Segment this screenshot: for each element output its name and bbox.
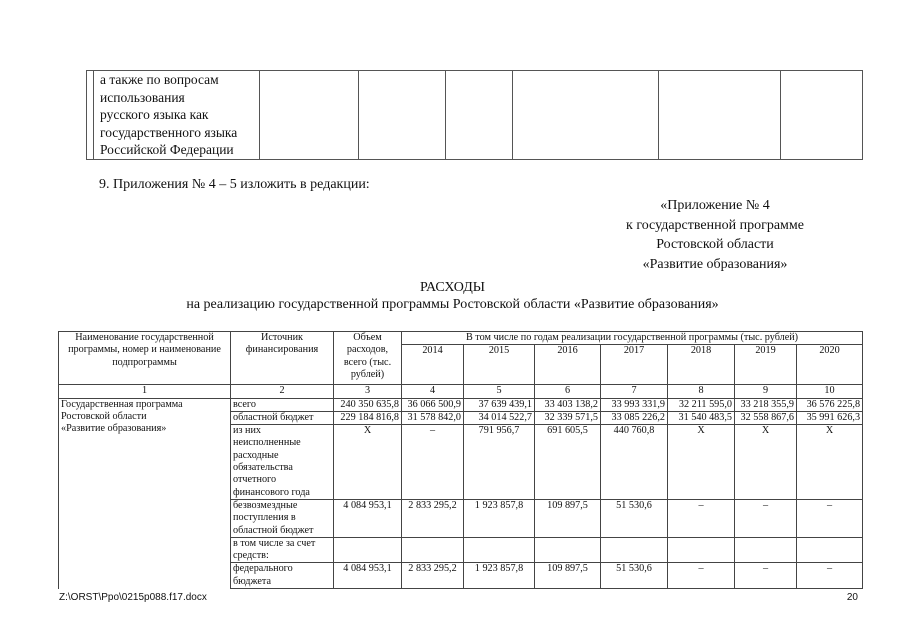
header-year: 2015: [464, 345, 535, 385]
value-cell: –: [402, 425, 464, 500]
value-cell: 32 211 595,0: [668, 398, 735, 411]
value-cell: [334, 537, 402, 563]
value-cell: 229 184 816,8: [334, 411, 402, 424]
value-cell: 34 014 522,7: [464, 411, 535, 424]
value-cell: 51 530,6: [601, 499, 668, 537]
header-source: Источник финансирования: [231, 332, 334, 385]
value-cell: 36 066 500,9: [402, 398, 464, 411]
footer-file-path: Z:\ORST\Ppo\0215p088.f17.docx: [59, 592, 207, 603]
value-cell: Х: [668, 425, 735, 500]
value-cell: 109 897,5: [535, 499, 601, 537]
value-cell: –: [735, 563, 797, 589]
column-number: 5: [464, 385, 535, 398]
value-cell: 36 576 225,8: [797, 398, 863, 411]
source-cell: в том числе за счет средств:: [231, 537, 334, 563]
program-name-line: Государственная программа: [61, 398, 183, 410]
expenditure-table: [58, 331, 863, 589]
continuation-line: государственного языка: [100, 124, 238, 140]
value-cell: 33 218 355,9: [735, 398, 797, 411]
value-cell: 791 956,7: [464, 425, 535, 500]
source-cell: областной бюджет: [231, 411, 334, 424]
amendment-paragraph: 9. Приложения № 4 – 5 изложить в редакции:: [99, 177, 370, 192]
value-cell: [464, 537, 535, 563]
value-cell: Х: [797, 425, 863, 500]
appendix-line: Ростовской области: [656, 237, 774, 252]
value-cell: 35 991 626,3: [797, 411, 863, 424]
program-name-cell: [59, 398, 231, 588]
header-year: 2016: [535, 345, 601, 385]
source-cell: всего: [231, 398, 334, 411]
source-cell: безвозмездные поступления в областной бюджет: [231, 499, 334, 537]
value-cell: [402, 537, 464, 563]
table-row: [59, 398, 863, 411]
header-year: 2017: [601, 345, 668, 385]
value-cell: –: [797, 499, 863, 537]
continuation-line: а также по вопросам: [100, 72, 219, 87]
header-volume: Объем расходов, всего (тыс. рублей): [334, 332, 402, 385]
page-title: РАСХОДЫ: [420, 280, 485, 295]
value-cell: [668, 537, 735, 563]
header-years-caption: В том числе по годам реализации государственной программы (тыс. рублей): [402, 332, 863, 345]
value-cell: 31 540 483,5: [668, 411, 735, 424]
column-number: 6: [535, 385, 601, 398]
value-cell: 32 558 867,6: [735, 411, 797, 424]
program-name-line: «Развитие образования»: [61, 423, 167, 435]
value-cell: 4 084 953,1: [334, 499, 402, 537]
header-year: 2020: [797, 345, 863, 385]
value-cell: [797, 537, 863, 563]
top-continuation-table: [86, 70, 863, 160]
appendix-header: [585, 196, 845, 274]
value-cell: 2 833 295,2: [402, 563, 464, 589]
value-cell: 2 833 295,2: [402, 499, 464, 537]
value-cell: 37 639 439,1: [464, 398, 535, 411]
value-cell: 51 530,6: [601, 563, 668, 589]
column-number: 2: [231, 385, 334, 398]
column-number: 3: [334, 385, 402, 398]
program-name-line: Ростовской области: [61, 410, 147, 422]
appendix-line: «Развитие образования»: [642, 256, 788, 272]
value-cell: –: [735, 499, 797, 537]
value-cell: 240 350 635,8: [334, 398, 402, 411]
value-cell: 33 085 226,2: [601, 411, 668, 424]
value-cell: Х: [735, 425, 797, 500]
column-number: 9: [735, 385, 797, 398]
source-cell: из них неисполненные расходные обязательства отчетного финансового года: [231, 425, 334, 500]
value-cell: 4 084 953,1: [334, 563, 402, 589]
value-cell: 33 993 331,9: [601, 398, 668, 411]
value-cell: –: [668, 563, 735, 589]
continuation-line: русского языка как: [100, 107, 209, 123]
value-cell: 33 403 138,2: [535, 398, 601, 411]
header-year: 2019: [735, 345, 797, 385]
continuation-cell: [94, 71, 260, 160]
value-cell: 1 923 857,8: [464, 499, 535, 537]
value-cell: [601, 537, 668, 563]
continuation-line: Российской Федерации: [100, 142, 234, 158]
column-number: 1: [59, 385, 231, 398]
value-cell: 691 605,5: [535, 425, 601, 500]
footer-page-number: 20: [846, 592, 858, 603]
column-number: 10: [797, 385, 863, 398]
page-subtitle: на реализацию государственной программы Ростовской области «Развитие образования»: [186, 297, 719, 312]
source-cell: федерального бюджета: [231, 563, 334, 589]
header-name: Наименование государственной программы, номер и наименование подпрограммы: [59, 332, 231, 385]
value-cell: 109 897,5: [535, 563, 601, 589]
value-cell: [535, 537, 601, 563]
appendix-line: «Приложение № 4: [660, 198, 770, 213]
value-cell: 1 923 857,8: [464, 563, 535, 589]
value-cell: [735, 537, 797, 563]
appendix-line: к государственной программе: [626, 217, 804, 233]
value-cell: 31 578 842,0: [402, 411, 464, 424]
continuation-line: использования: [100, 89, 185, 105]
value-cell: Х: [334, 425, 402, 500]
column-number: 4: [402, 385, 464, 398]
header-year: 2014: [402, 345, 464, 385]
column-number: 8: [668, 385, 735, 398]
header-year: 2018: [668, 345, 735, 385]
value-cell: 32 339 571,5: [535, 411, 601, 424]
column-number: 7: [601, 385, 668, 398]
value-cell: –: [797, 563, 863, 589]
value-cell: 440 760,8: [601, 425, 668, 500]
value-cell: –: [668, 499, 735, 537]
